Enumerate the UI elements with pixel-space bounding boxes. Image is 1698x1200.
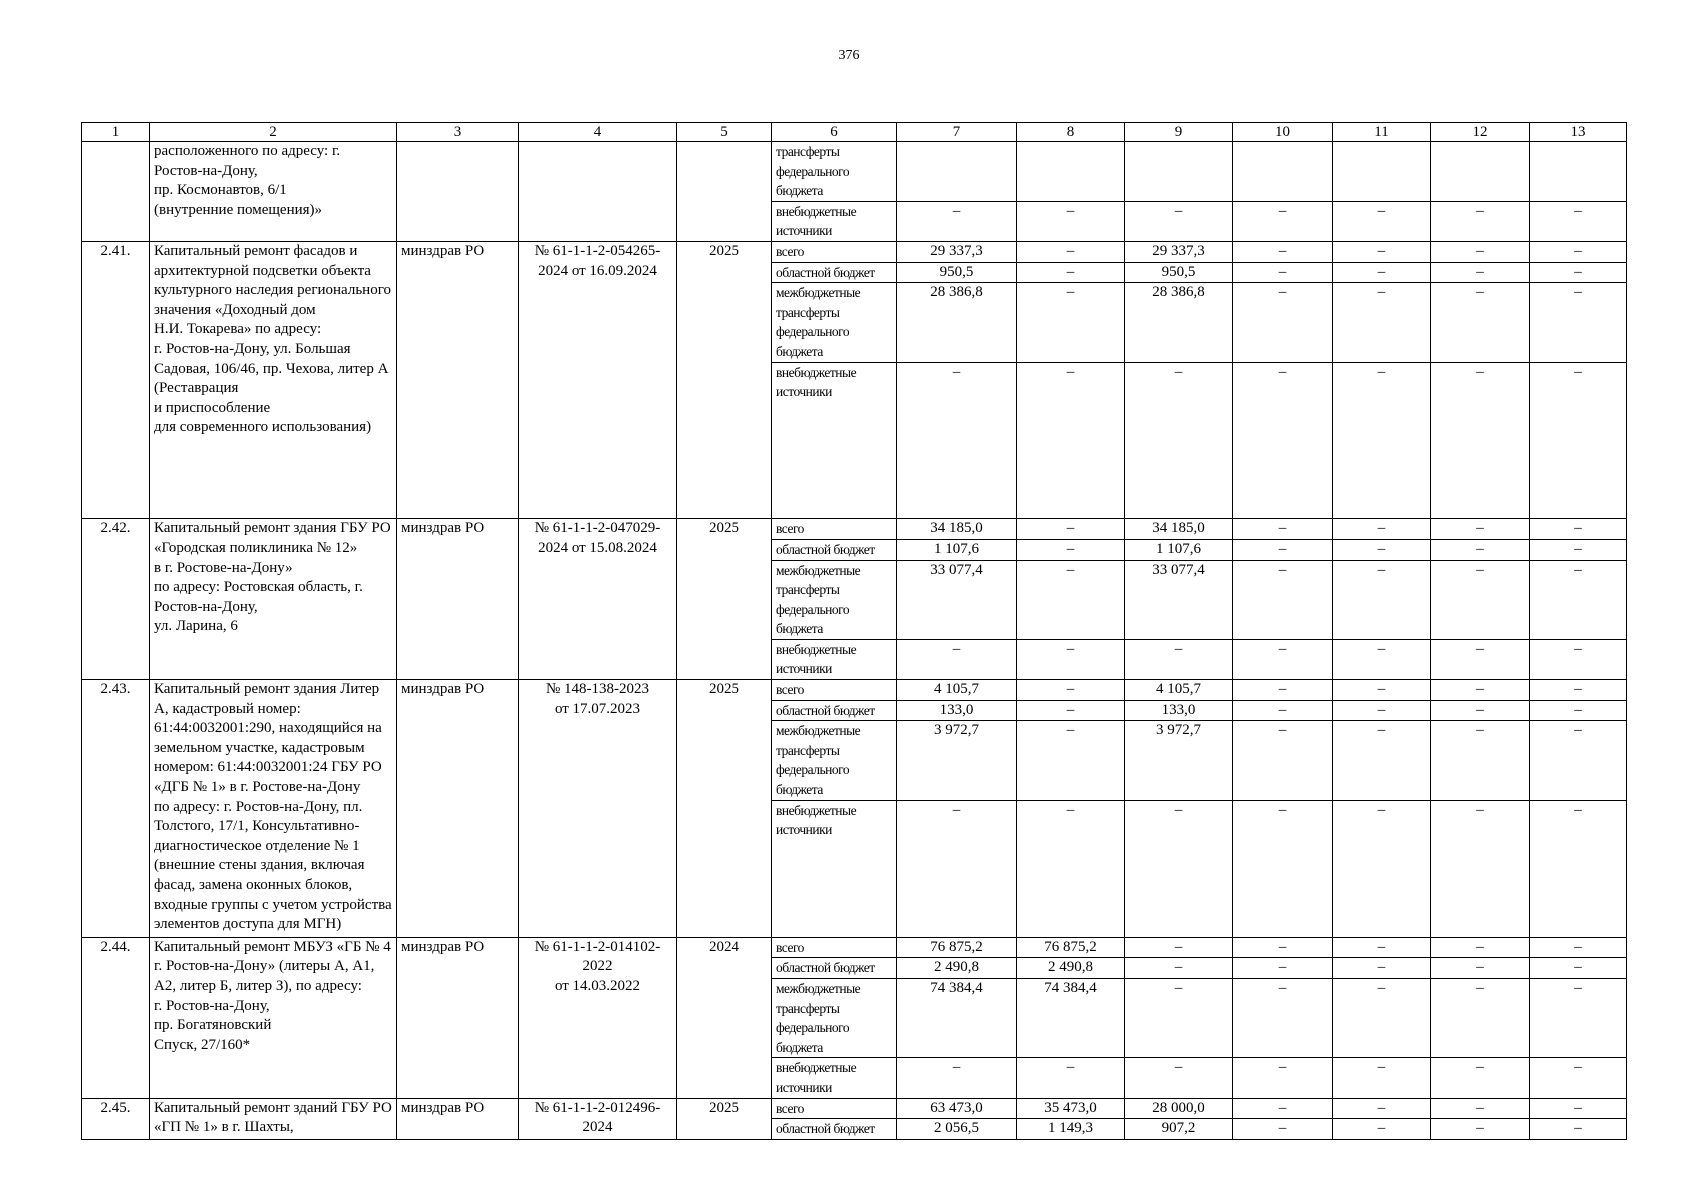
- funding-value: –: [1530, 958, 1627, 979]
- funding-value: –: [1233, 700, 1333, 721]
- funding-value: –: [1431, 800, 1530, 937]
- funding-value: –: [1017, 283, 1125, 362]
- funding-value: –: [1233, 1119, 1333, 1140]
- column-header: 5: [677, 123, 772, 142]
- funding-value: –: [1333, 283, 1431, 362]
- funding-source: межбюджетные трансферты федерального бюджета: [772, 560, 897, 639]
- column-header: 10: [1233, 123, 1333, 142]
- item-name: Капитальный ремонт здания ГБУ РО «Городская поликлиника № 12» в г. Ростове-на-Дону» по адресу: Ростовская область, г. Ростов-на-Дону, ул. Ларина, 6: [150, 519, 397, 680]
- funding-value: –: [897, 1058, 1017, 1098]
- funding-value: 950,5: [897, 262, 1017, 283]
- item-name: расположенного по адресу: г. Ростов-на-Дону, пр. Космонавтов, 6/1 (внутренние помещения)»: [150, 142, 397, 242]
- column-header: 12: [1431, 123, 1530, 142]
- funding-value: –: [1017, 241, 1125, 262]
- funding-value: 133,0: [897, 700, 1017, 721]
- funding-value: –: [1431, 283, 1530, 362]
- funding-value: 74 384,4: [1017, 979, 1125, 1058]
- funding-source: трансферты федерального бюджета: [772, 142, 897, 202]
- funding-value: –: [1017, 1058, 1125, 1098]
- funding-value: 33 077,4: [897, 560, 1017, 639]
- funding-value: –: [1233, 721, 1333, 800]
- funding-value: –: [897, 639, 1017, 679]
- column-header: 13: [1530, 123, 1627, 142]
- funding-value: –: [1233, 800, 1333, 937]
- column-header-row: [82, 123, 1627, 142]
- funding-value: –: [1431, 979, 1530, 1058]
- funding-value: –: [1233, 1058, 1333, 1098]
- funding-value: –: [1017, 800, 1125, 937]
- funding-source: внебюджетные источники: [772, 800, 897, 937]
- table-row: [82, 1098, 1627, 1119]
- funding-value: –: [1333, 680, 1431, 701]
- funding-value: –: [1333, 937, 1431, 958]
- funding-value: 28 000,0: [1125, 1098, 1233, 1119]
- funding-value: –: [1431, 560, 1530, 639]
- funding-value: –: [1333, 539, 1431, 560]
- funding-value: –: [1333, 241, 1431, 262]
- item-document: № 61-1-1-2-012496-2024: [519, 1098, 677, 1139]
- funding-value: –: [1530, 979, 1627, 1058]
- funding-source: всего: [772, 937, 897, 958]
- funding-value: –: [1333, 700, 1431, 721]
- funding-value: –: [1530, 1098, 1627, 1119]
- funding-value: –: [1431, 1098, 1530, 1119]
- funding-value: –: [1017, 700, 1125, 721]
- funding-value: –: [1530, 639, 1627, 679]
- item-name: Капитальный ремонт фасадов и архитектурной подсветки объекта культурного наследия регионального значения «Доходный дом Н.И. Токарева» по адресу: г. Ростов-на-Дону, ул. Большая Садовая, 106/46, пр. Чехова, литер А (Реставрация и приспособление для современного использования): [150, 241, 397, 518]
- funding-value: –: [1233, 201, 1333, 241]
- item-document: № 61-1-1-2-047029-2024 от 15.08.2024: [519, 519, 677, 680]
- funding-value: 76 875,2: [1017, 937, 1125, 958]
- item-number: [82, 142, 150, 242]
- item-number: 2.41.: [82, 241, 150, 518]
- funding-source: межбюджетные трансферты федерального бюджета: [772, 979, 897, 1058]
- funding-value: –: [1017, 560, 1125, 639]
- funding-source: всего: [772, 519, 897, 540]
- item-name: Капитальный ремонт МБУЗ «ГБ № 4 г. Ростов-на-Дону» (литеры А, А1, А2, литер Б, литер З), по адресу: г. Ростов-на-Дону, пр. Богатяновский Спуск, 27/160*: [150, 937, 397, 1098]
- funding-value: –: [1333, 800, 1431, 937]
- column-header: 8: [1017, 123, 1125, 142]
- funding-source: внебюджетные источники: [772, 1058, 897, 1098]
- funding-value: –: [1530, 560, 1627, 639]
- funding-value: –: [1125, 201, 1233, 241]
- funding-value: –: [1233, 362, 1333, 519]
- funding-value: –: [1431, 1119, 1530, 1140]
- funding-value: –: [1017, 262, 1125, 283]
- funding-value: 2 490,8: [1017, 958, 1125, 979]
- funding-value: –: [1530, 201, 1627, 241]
- funding-value: 3 972,7: [897, 721, 1017, 800]
- funding-value: 950,5: [1125, 262, 1233, 283]
- column-header: 2: [150, 123, 397, 142]
- funding-value: [897, 142, 1017, 202]
- item-agency: [397, 142, 519, 242]
- funding-value: –: [1431, 958, 1530, 979]
- item-name: Капитальный ремонт здания Литер А, кадастровый номер: 61:44:0032001:290, находящийся на земельном участке, кадастровым номером: 61:44:0032001:24 ГБУ РО «ДГБ № 1» в г. Ростове-на-Дону по адресу: г. Ростов-на-Дону, пл. Толстого, 17/1, Консультативно-диагностическое отделение № 1 (внешние стены здания, включая фасад, замена оконных блоков, входные группы с учетом устройства элементов доступа для МГН): [150, 680, 397, 938]
- funding-value: –: [1125, 1058, 1233, 1098]
- funding-value: –: [897, 362, 1017, 519]
- funding-value: –: [1530, 362, 1627, 519]
- funding-value: –: [1530, 721, 1627, 800]
- funding-value: –: [1017, 639, 1125, 679]
- funding-value: 1 149,3: [1017, 1119, 1125, 1140]
- funding-value: –: [1233, 560, 1333, 639]
- financing-table: [81, 122, 1627, 1140]
- funding-value: –: [1017, 519, 1125, 540]
- item-name: Капитальный ремонт зданий ГБУ РО «ГП № 1» в г. Шахты,: [150, 1098, 397, 1139]
- table-row: [82, 519, 1627, 540]
- funding-value: [1431, 142, 1530, 202]
- item-agency: минздрав РО: [397, 519, 519, 680]
- funding-value: –: [1017, 201, 1125, 241]
- funding-value: –: [1530, 680, 1627, 701]
- funding-value: –: [1530, 539, 1627, 560]
- column-header: 3: [397, 123, 519, 142]
- funding-value: 28 386,8: [897, 283, 1017, 362]
- column-header: 7: [897, 123, 1017, 142]
- item-year: 2025: [677, 1098, 772, 1139]
- funding-value: 3 972,7: [1125, 721, 1233, 800]
- funding-value: –: [1233, 937, 1333, 958]
- funding-value: [1233, 142, 1333, 202]
- funding-value: –: [1530, 283, 1627, 362]
- funding-value: –: [1530, 262, 1627, 283]
- funding-value: –: [1017, 539, 1125, 560]
- funding-value: –: [1333, 1058, 1431, 1098]
- item-year: 2024: [677, 937, 772, 1098]
- funding-value: –: [1530, 519, 1627, 540]
- funding-value: 29 337,3: [1125, 241, 1233, 262]
- funding-value: –: [1125, 362, 1233, 519]
- funding-value: –: [1233, 241, 1333, 262]
- item-agency: минздрав РО: [397, 241, 519, 518]
- funding-value: –: [1431, 539, 1530, 560]
- funding-value: –: [1233, 979, 1333, 1058]
- funding-value: 133,0: [1125, 700, 1233, 721]
- funding-value: 28 386,8: [1125, 283, 1233, 362]
- table-row: [82, 937, 1627, 958]
- item-year: 2025: [677, 519, 772, 680]
- funding-value: –: [1530, 1119, 1627, 1140]
- column-header: 4: [519, 123, 677, 142]
- funding-value: 35 473,0: [1017, 1098, 1125, 1119]
- funding-value: –: [1125, 979, 1233, 1058]
- table-row: [82, 241, 1627, 262]
- funding-value: –: [1017, 721, 1125, 800]
- funding-value: –: [1333, 519, 1431, 540]
- funding-value: –: [1530, 937, 1627, 958]
- funding-value: –: [1431, 519, 1530, 540]
- funding-value: –: [1431, 639, 1530, 679]
- table-row: [82, 680, 1627, 701]
- funding-value: –: [1125, 937, 1233, 958]
- funding-source: областной бюджет: [772, 539, 897, 560]
- funding-value: –: [1530, 1058, 1627, 1098]
- funding-value: –: [1233, 958, 1333, 979]
- funding-source: областной бюджет: [772, 1119, 897, 1140]
- funding-value: –: [1431, 201, 1530, 241]
- item-document: [519, 142, 677, 242]
- funding-value: –: [1431, 262, 1530, 283]
- funding-source: всего: [772, 241, 897, 262]
- funding-source: всего: [772, 1098, 897, 1119]
- funding-value: 74 384,4: [897, 979, 1017, 1058]
- funding-value: –: [1017, 362, 1125, 519]
- funding-source: межбюджетные трансферты федерального бюджета: [772, 721, 897, 800]
- item-number: 2.45.: [82, 1098, 150, 1139]
- item-year: 2025: [677, 241, 772, 518]
- funding-value: –: [1233, 283, 1333, 362]
- funding-source: областной бюджет: [772, 262, 897, 283]
- funding-source: внебюджетные источники: [772, 362, 897, 519]
- funding-value: –: [1333, 362, 1431, 519]
- funding-value: [1017, 142, 1125, 202]
- item-agency: минздрав РО: [397, 1098, 519, 1139]
- funding-value: 63 473,0: [897, 1098, 1017, 1119]
- funding-value: –: [1233, 519, 1333, 540]
- funding-value: –: [1125, 800, 1233, 937]
- funding-value: –: [1431, 937, 1530, 958]
- item-agency: минздрав РО: [397, 937, 519, 1098]
- funding-value: 4 105,7: [897, 680, 1017, 701]
- funding-value: –: [1333, 639, 1431, 679]
- funding-value: 907,2: [1125, 1119, 1233, 1140]
- column-header: 11: [1333, 123, 1431, 142]
- funding-source: межбюджетные трансферты федерального бюджета: [772, 283, 897, 362]
- funding-value: –: [1333, 958, 1431, 979]
- funding-value: –: [1333, 201, 1431, 241]
- column-header: 1: [82, 123, 150, 142]
- item-document: № 61-1-1-2-054265-2024 от 16.09.2024: [519, 241, 677, 518]
- column-header: 9: [1125, 123, 1233, 142]
- funding-value: –: [1431, 700, 1530, 721]
- item-year: [677, 142, 772, 242]
- funding-value: –: [1333, 262, 1431, 283]
- funding-value: –: [1125, 958, 1233, 979]
- funding-value: 2 490,8: [897, 958, 1017, 979]
- item-number: 2.42.: [82, 519, 150, 680]
- funding-value: 76 875,2: [897, 937, 1017, 958]
- funding-value: –: [1233, 262, 1333, 283]
- funding-source: областной бюджет: [772, 700, 897, 721]
- funding-value: –: [897, 201, 1017, 241]
- funding-value: –: [1017, 680, 1125, 701]
- funding-value: 34 185,0: [897, 519, 1017, 540]
- funding-value: [1125, 142, 1233, 202]
- funding-value: –: [1125, 639, 1233, 679]
- funding-value: –: [1431, 680, 1530, 701]
- funding-source: внебюджетные источники: [772, 201, 897, 241]
- funding-value: [1333, 142, 1431, 202]
- funding-value: 2 056,5: [897, 1119, 1017, 1140]
- funding-value: [1530, 142, 1627, 202]
- funding-value: –: [1431, 721, 1530, 800]
- item-agency: минздрав РО: [397, 680, 519, 938]
- funding-value: 29 337,3: [897, 241, 1017, 262]
- funding-source: внебюджетные источники: [772, 639, 897, 679]
- funding-value: 4 105,7: [1125, 680, 1233, 701]
- funding-value: –: [1431, 241, 1530, 262]
- funding-value: –: [1431, 1058, 1530, 1098]
- item-number: 2.44.: [82, 937, 150, 1098]
- funding-value: –: [1333, 979, 1431, 1058]
- funding-value: 1 107,6: [1125, 539, 1233, 560]
- funding-value: –: [1233, 539, 1333, 560]
- page-number: 376: [838, 48, 860, 63]
- funding-value: –: [1333, 560, 1431, 639]
- funding-value: –: [1333, 1098, 1431, 1119]
- item-year: 2025: [677, 680, 772, 938]
- funding-value: –: [897, 800, 1017, 937]
- funding-value: –: [1530, 800, 1627, 937]
- funding-value: –: [1530, 700, 1627, 721]
- funding-value: 34 185,0: [1125, 519, 1233, 540]
- item-number: 2.43.: [82, 680, 150, 938]
- funding-value: –: [1333, 721, 1431, 800]
- funding-source: всего: [772, 680, 897, 701]
- funding-value: –: [1233, 680, 1333, 701]
- funding-value: –: [1233, 1098, 1333, 1119]
- funding-value: –: [1431, 362, 1530, 519]
- item-document: № 61-1-1-2-014102-2022 от 14.03.2022: [519, 937, 677, 1098]
- item-document: № 148-138-2023 от 17.07.2023: [519, 680, 677, 938]
- funding-value: –: [1530, 241, 1627, 262]
- funding-value: –: [1233, 639, 1333, 679]
- table-row: [82, 142, 1627, 202]
- column-header: 6: [772, 123, 897, 142]
- funding-value: –: [1333, 1119, 1431, 1140]
- funding-value: 1 107,6: [897, 539, 1017, 560]
- funding-value: 33 077,4: [1125, 560, 1233, 639]
- funding-source: областной бюджет: [772, 958, 897, 979]
